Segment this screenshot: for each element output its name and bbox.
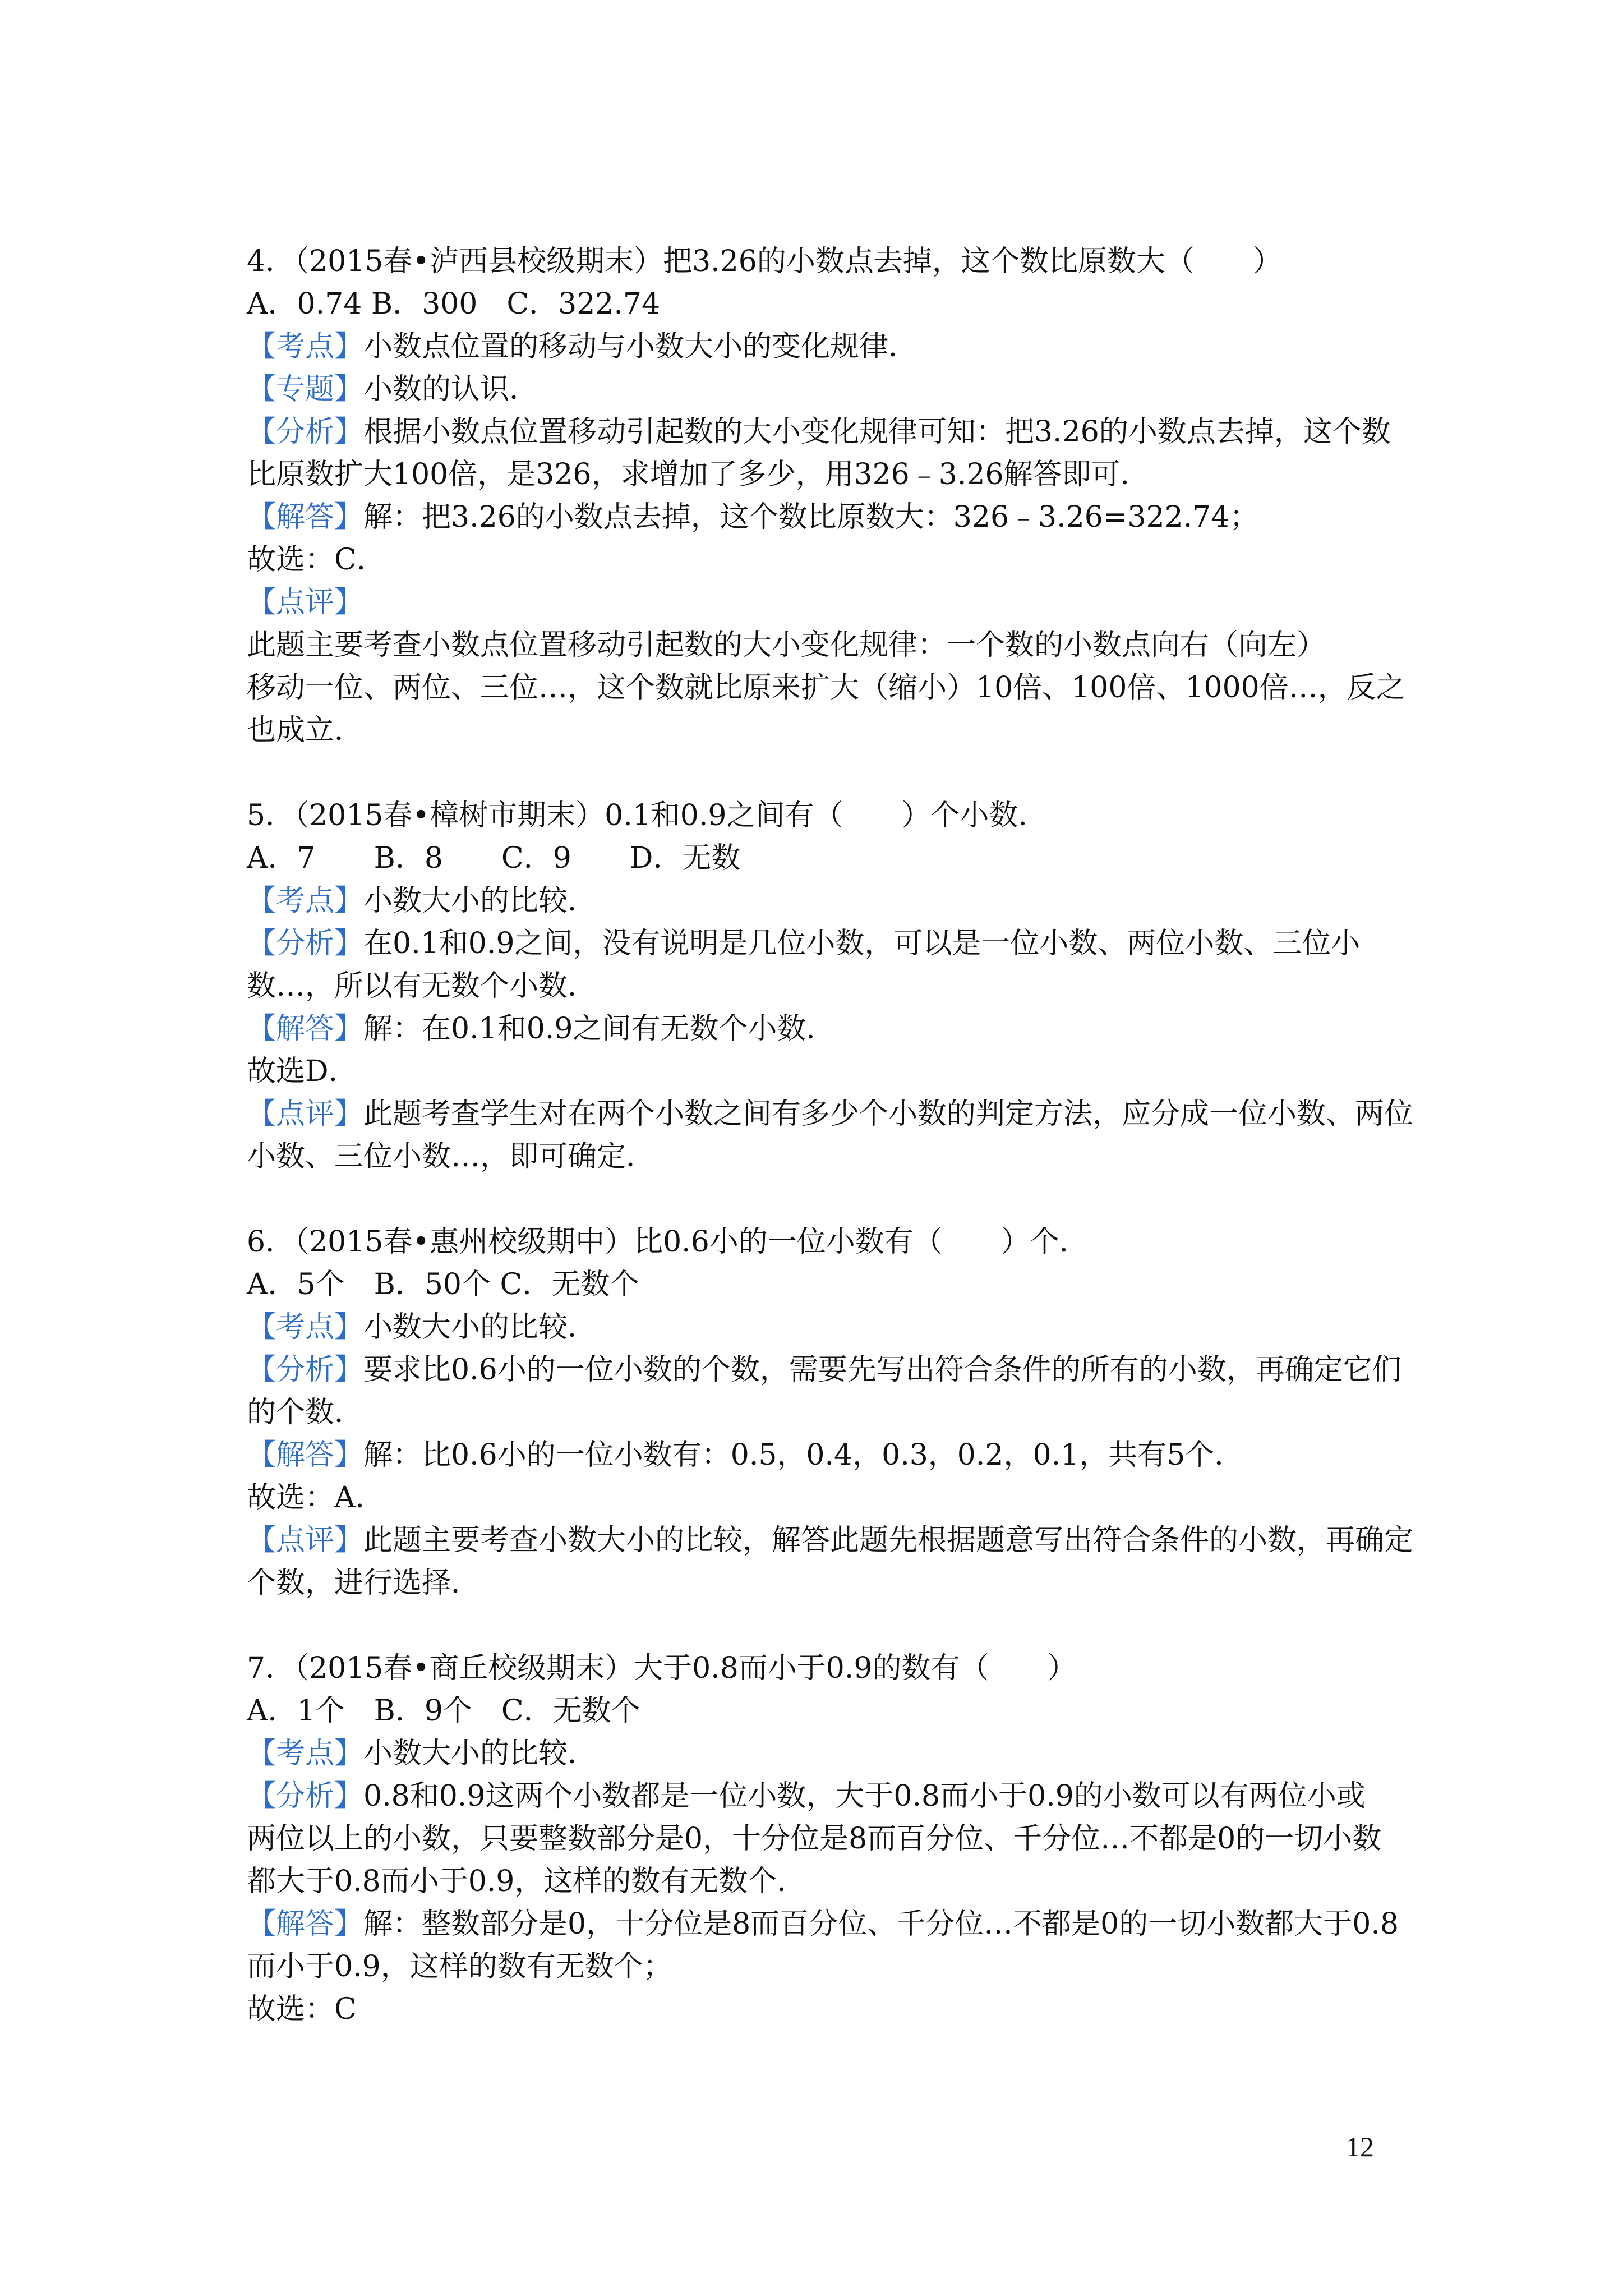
jieda-line bbox=[247, 1434, 1436, 1476]
jieda-text: 解：在0.1和0.9之间有无数个小数． bbox=[363, 1012, 836, 1046]
spacer bbox=[247, 1178, 1436, 1221]
question-stem: 4．（2015春•泸西县校级期末）把3.26的小数点去掉，这个数比原数大（ ） bbox=[247, 245, 1282, 278]
jieda-tag: 【解答】 bbox=[247, 1907, 364, 1941]
fenxi-text-cont: 两位以上的小数，只要整数部分是0，十分位是8而百分位、千分位…不都是0的一切小数 bbox=[247, 1822, 1382, 1856]
question-options: A．5个 B．50个 C．无数个 bbox=[247, 1268, 639, 1301]
page-content bbox=[247, 240, 1436, 2031]
dianping-text: 此题考查学生对在两个小数之间有多少个小数的判定方法，应分成一位小数、两位 bbox=[363, 1097, 1414, 1131]
dianping-text: 此题主要考查小数大小的比较，解答此题先根据题意写出符合条件的小数，再确定 bbox=[363, 1524, 1414, 1557]
jieda-line bbox=[247, 1903, 1436, 1945]
fenxi-text-cont: 都大于0.8而小于0.9，这样的数有无数个． bbox=[247, 1865, 806, 1898]
dianping-line bbox=[247, 1093, 1436, 1135]
jieda-text-cont: 故选D． bbox=[247, 1055, 358, 1088]
fenxi-tag: 【分析】 bbox=[247, 1779, 364, 1813]
kaodian-line bbox=[247, 1732, 1436, 1775]
dianping-line bbox=[247, 581, 1436, 666]
question-block bbox=[247, 1647, 1436, 2031]
spacer bbox=[247, 1604, 1436, 1647]
jieda-tag: 【解答】 bbox=[247, 1012, 364, 1046]
question-block bbox=[247, 794, 1436, 1178]
page-number: 12 bbox=[1346, 2131, 1374, 2162]
kaodian-line bbox=[247, 325, 1436, 368]
question-block bbox=[247, 240, 1436, 752]
question-stem: 7．（2015春•商丘校级期末）大于0.8而小于0.9的数有（ ） bbox=[247, 1651, 1077, 1685]
jieda-tag: 【解答】 bbox=[247, 500, 364, 534]
kaodian-line bbox=[247, 880, 1436, 922]
fenxi-text-cont: 的个数． bbox=[247, 1396, 364, 1429]
fenxi-line bbox=[247, 1349, 1436, 1391]
jieda-line bbox=[247, 1007, 1436, 1050]
fenxi-tag: 【分析】 bbox=[247, 415, 364, 449]
dianping-tag: 【点评】 bbox=[247, 586, 364, 619]
dianping-text-cont: 移动一位、两位、三位…，这个数就比原来扩大（缩小）10倍、100倍、1000倍…，反之 bbox=[247, 671, 1405, 705]
dianping-tag: 【点评】 bbox=[247, 1097, 364, 1131]
fenxi-line bbox=[247, 922, 1436, 965]
fenxi-text: 根据小数点位置移动引起数的大小变化规律可知：把3.26的小数点去掉，这个数 bbox=[363, 415, 1391, 449]
kaodian-tag: 【考点】 bbox=[247, 330, 364, 364]
jieda-tag: 【解答】 bbox=[247, 1438, 364, 1472]
question-stem: 5．（2015春•樟树市期末）0.1和0.9之间有（ ）个小数． bbox=[247, 799, 1048, 832]
jieda-text-cont: 而小于0.9，这样的数有无数个； bbox=[247, 1950, 672, 1984]
zhuanti-text: 小数的认识． bbox=[363, 372, 539, 406]
dianping-text: 此题主要考查小数点位置移动引起数的大小变化规律：一个数的小数点向右（向左） bbox=[247, 628, 1326, 662]
fenxi-text: 在0.1和0.9之间，没有说明是几位小数，可以是一位小数、两位小数、三位小 bbox=[363, 927, 1361, 960]
fenxi-line bbox=[247, 1775, 1436, 1818]
question-options: A．0.74 B．300 C．322.74 bbox=[247, 287, 661, 321]
jieda-line bbox=[247, 496, 1436, 539]
question-options: A．1个 B．9个 C．无数个 bbox=[247, 1694, 640, 1728]
jieda-text-cont: 故选：C． bbox=[247, 543, 386, 577]
jieda-text-cont: 故选：C bbox=[247, 1993, 357, 2026]
question-options: A．7 B．8 C．9 D．无数 bbox=[247, 841, 741, 875]
question-block bbox=[247, 1221, 1436, 1604]
kaodian-line bbox=[247, 1306, 1436, 1349]
zhuanti-tag: 【专题】 bbox=[247, 372, 364, 406]
jieda-text: 解：整数部分是0，十分位是8而百分位、千分位…不都是0的一切小数都大于0.8 bbox=[363, 1907, 1399, 1941]
kaodian-tag: 【考点】 bbox=[247, 1310, 364, 1344]
jieda-text-cont: 故选：A． bbox=[247, 1481, 385, 1515]
question-stem: 6．（2015春•惠州校级期中）比0.6小的一位小数有（ ）个． bbox=[247, 1225, 1089, 1259]
kaodian-text: 小数大小的比较． bbox=[363, 1310, 597, 1344]
dianping-tag: 【点评】 bbox=[247, 1524, 364, 1557]
zhuanti-line bbox=[247, 368, 1436, 411]
fenxi-text-cont: 数…，所以有无数个小数． bbox=[247, 969, 597, 1003]
jieda-text: 解：比0.6小的一位小数有：0.5，0.4，0.3，0.2，0.1，共有5个． bbox=[363, 1438, 1244, 1472]
fenxi-text-cont: 比原数扩大100倍，是326，求增加了多少，用326﹣3.26解答即可． bbox=[247, 458, 1150, 491]
fenxi-text: 要求比0.6小的一位小数的个数，需要先写出符合条件的所有的小数，再确定它们 bbox=[363, 1353, 1401, 1387]
spacer bbox=[247, 752, 1436, 794]
kaodian-text: 小数大小的比较． bbox=[363, 884, 597, 918]
fenxi-text: 0.8和0.9这两个小数都是一位小数，大于0.8而小于0.9的小数可以有两位小或 bbox=[363, 1779, 1366, 1813]
jieda-text: 解：把3.26的小数点去掉，这个数比原数大：326﹣3.26=322.74； bbox=[363, 500, 1259, 534]
dianping-line bbox=[247, 1519, 1436, 1562]
dianping-text-cont: 个数，进行选择． bbox=[247, 1566, 481, 1600]
kaodian-text: 小数大小的比较． bbox=[363, 1737, 597, 1770]
dianping-text-cont: 小数、三位小数…，即可确定． bbox=[247, 1140, 656, 1174]
fenxi-tag: 【分析】 bbox=[247, 1353, 364, 1387]
fenxi-tag: 【分析】 bbox=[247, 927, 364, 960]
fenxi-line bbox=[247, 411, 1436, 453]
kaodian-text: 小数点位置的移动与小数大小的变化规律． bbox=[363, 330, 918, 364]
dianping-text-cont: 也成立． bbox=[247, 714, 364, 747]
kaodian-tag: 【考点】 bbox=[247, 1737, 364, 1770]
kaodian-tag: 【考点】 bbox=[247, 884, 364, 918]
